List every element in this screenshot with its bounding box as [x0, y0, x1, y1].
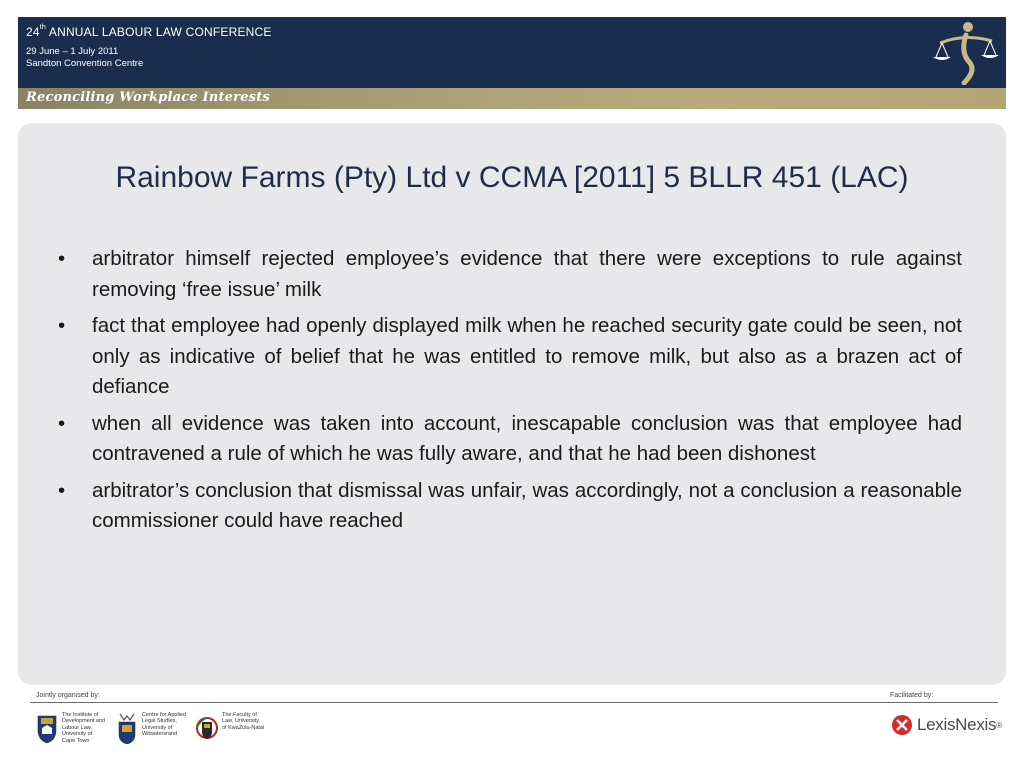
bullet-item: [58, 476, 962, 537]
lexisnexis-logo-icon: [891, 714, 913, 736]
bullet-icon: •: [58, 247, 66, 270]
organiser-uct: [36, 712, 105, 744]
wits-crest-icon: [116, 712, 138, 744]
organiser-ukzn: [196, 712, 264, 744]
footer-divider: [30, 702, 998, 703]
bullet-item: [58, 244, 962, 305]
ukzn-crest-icon: [196, 712, 218, 744]
bullet-text: arbitrator’s conclusion that dismissal was unfair, was accordingly, not a conclusion a reasonable commissioner could have reached: [92, 478, 962, 532]
facilitated-by-label: Facilitated by:: [890, 692, 934, 699]
lexisnexis-name: LexisNexis: [917, 715, 997, 734]
bullet-text: arbitrator himself rejected employee’s evidence that there were exceptions to rule against removing ‘free issue’ milk: [92, 247, 962, 301]
bullet-text: when all evidence was taken into account, inescapable conclusion was that employee had contravened a rule of which he was fully aware, and that he had been dishonest: [92, 411, 962, 465]
bullet-list: [58, 244, 962, 543]
bullet-text: fact that employee had openly displayed milk when he reached security gate could be seen, not only as indicative of belief that he was entitled to remove milk, but also as a brazen act of defiance: [92, 314, 962, 398]
organiser-wits: [116, 712, 186, 744]
uct-crest-icon: [36, 712, 58, 744]
scales-of-justice-figure-icon: [930, 19, 1000, 85]
bullet-icon: •: [58, 314, 66, 337]
organiser-uct-text: The Institute of Development and Labour Law, University of Cape Town: [62, 712, 106, 744]
conference-ordinal-suffix: th: [39, 24, 46, 31]
bullet-icon: •: [58, 478, 66, 502]
bullet-icon: •: [58, 411, 66, 435]
slide-content-card: [18, 123, 1006, 685]
bullet-item: [58, 311, 962, 403]
conference-name: ANNUAL LABOUR LAW CONFERENCE: [48, 25, 272, 39]
bullet-item: [58, 409, 962, 470]
conference-title: [26, 25, 272, 39]
tagline-band: [18, 88, 1006, 109]
conference-header: [18, 17, 1006, 88]
organised-by-label: Jointly organised by:: [36, 692, 100, 699]
conference-dates: 29 June – 1 July 2011: [26, 46, 119, 57]
slide-title: Rainbow Farms (Pty) Ltd v CCMA [2011] 5 BLLR 451 (LAC): [115, 161, 909, 194]
conference-tagline: Reconciling Workplace Interests: [26, 90, 270, 105]
conference-venue: Sandton Convention Centre: [26, 58, 144, 69]
conference-ordinal: 24: [26, 25, 40, 39]
lexisnexis-registered-mark: ®: [996, 720, 1003, 730]
facilitator-lexisnexis: [891, 714, 1002, 736]
organiser-ukzn-text: The Faculty of Law, University of KwaZulu-Natal: [222, 712, 265, 731]
organiser-wits-text: Centre for Applied Legal Studies, University of Witwatersrand: [142, 712, 187, 738]
